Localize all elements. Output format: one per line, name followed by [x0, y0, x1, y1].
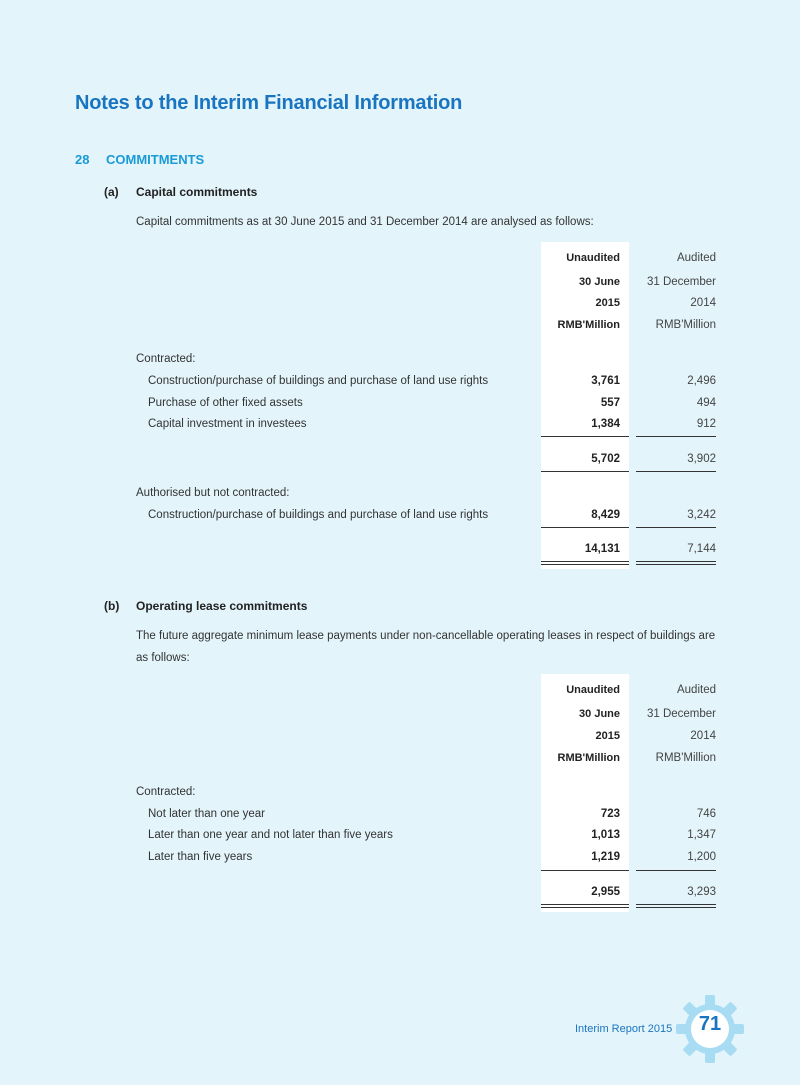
col2-header: RMB'Million — [655, 319, 716, 331]
value-2014: 1,347 — [687, 829, 716, 841]
subtotal-2014: 3,902 — [687, 453, 716, 465]
header-row — [0, 708, 800, 726]
value-2014: 746 — [696, 808, 716, 820]
col1-header: RMB'Million — [557, 752, 620, 764]
header-row — [0, 730, 800, 748]
capital-heading-text: Capital commitments — [136, 185, 258, 199]
value-2015: 3,761 — [591, 375, 620, 387]
row-label: Construction/purchase of buildings and purchase of land use rights — [148, 509, 489, 521]
group-label-row — [0, 786, 800, 804]
subtotal-rule — [541, 471, 629, 472]
header-row — [0, 319, 800, 337]
row-label: Contracted: — [136, 786, 196, 798]
operating-lease-heading — [104, 599, 307, 613]
subtotal-rule — [636, 436, 716, 437]
row-label: Later than one year and not later than five years — [148, 829, 393, 841]
lease-intro: The future aggregate minimum lease payments under non-cancellable operating leases in respect of buildings are as follows: — [136, 630, 716, 664]
double-total-rule — [541, 561, 629, 565]
header-row — [0, 684, 800, 702]
header-row — [0, 297, 800, 315]
col2-header: 2014 — [690, 730, 716, 742]
subtotal-rule — [636, 870, 716, 871]
subtotal-rule — [636, 527, 716, 528]
table-row — [0, 509, 800, 527]
row-label: Later than five years — [148, 851, 253, 863]
col1-header: 30 June — [579, 708, 620, 720]
total-2014: 7,144 — [687, 543, 716, 555]
subtotal-rule — [636, 471, 716, 472]
table-row — [0, 375, 800, 393]
col2-header: 2014 — [690, 297, 716, 309]
value-2014: 3,242 — [687, 509, 716, 521]
row-label: Purchase of other fixed assets — [148, 397, 303, 409]
value-2014: 912 — [696, 418, 716, 430]
double-total-rule — [636, 904, 716, 908]
table-row — [0, 808, 800, 826]
row-label: Capital investment in investees — [148, 418, 307, 430]
col1-header: RMB'Million — [557, 319, 620, 331]
lease-letter: (b) — [104, 599, 120, 613]
row-label: Not later than one year — [148, 808, 265, 820]
group-label-row — [0, 353, 800, 371]
row-label: Contracted: — [136, 353, 196, 365]
value-2014: 494 — [696, 397, 716, 409]
footer-report-title: Interim Report 2015 — [575, 1023, 673, 1035]
capital-intro: Capital commitments as at 30 June 2015 and 31 December 2014 are analysed as follows: — [136, 216, 594, 228]
col1-header: Unaudited — [566, 684, 620, 696]
subtotal-rule — [541, 436, 629, 437]
table-row — [0, 397, 800, 415]
header-row — [0, 276, 800, 294]
double-total-rule — [541, 904, 629, 908]
col2-header: 31 December — [646, 276, 716, 288]
row-label: Authorised but not contracted: — [136, 487, 290, 499]
subtotal-rule — [541, 527, 629, 528]
col2-header: Audited — [676, 684, 716, 696]
value-2015: 1,219 — [591, 851, 620, 863]
subtotal-2015: 5,702 — [591, 453, 620, 465]
header-row — [0, 752, 800, 770]
value-2015: 1,384 — [591, 418, 620, 430]
table-row — [0, 829, 800, 847]
page-title: Notes to the Interim Financial Information — [75, 92, 463, 114]
capital-commitments-heading — [104, 185, 257, 199]
lease-heading-text: Operating lease commitments — [136, 599, 308, 613]
value-2015: 723 — [600, 808, 620, 820]
value-2015: 557 — [600, 397, 620, 409]
group-label-row — [0, 487, 800, 505]
section-number: 28 — [75, 152, 90, 167]
total-2014: 3,293 — [687, 886, 716, 898]
table-row — [0, 418, 800, 436]
col2-header: RMB'Million — [655, 752, 716, 764]
value-2015: 1,013 — [591, 829, 620, 841]
col2-header: Audited — [676, 252, 716, 264]
col1-header: Unaudited — [566, 252, 620, 264]
section-heading — [75, 152, 204, 167]
page-number: 71 — [698, 1013, 722, 1035]
col1-header: 2015 — [595, 730, 620, 742]
value-2014: 1,200 — [687, 851, 716, 863]
value-2015: 8,429 — [591, 509, 620, 521]
section-title: COMMITMENTS — [106, 152, 205, 167]
capital-letter: (a) — [104, 185, 119, 199]
value-2014: 2,496 — [687, 375, 716, 387]
col1-header: 2015 — [595, 297, 620, 309]
total-2015: 2,955 — [591, 886, 620, 898]
subtotal-rule — [541, 870, 629, 871]
double-total-rule — [636, 561, 716, 565]
total-2015: 14,131 — [584, 543, 620, 555]
col2-header: 31 December — [646, 708, 716, 720]
header-row — [0, 252, 800, 270]
subtotal-row — [0, 453, 800, 471]
table-row — [0, 851, 800, 869]
total-row — [0, 886, 800, 904]
row-label: Construction/purchase of buildings and purchase of land use rights — [148, 375, 489, 387]
col1-header: 30 June — [579, 276, 620, 288]
total-row — [0, 543, 800, 561]
